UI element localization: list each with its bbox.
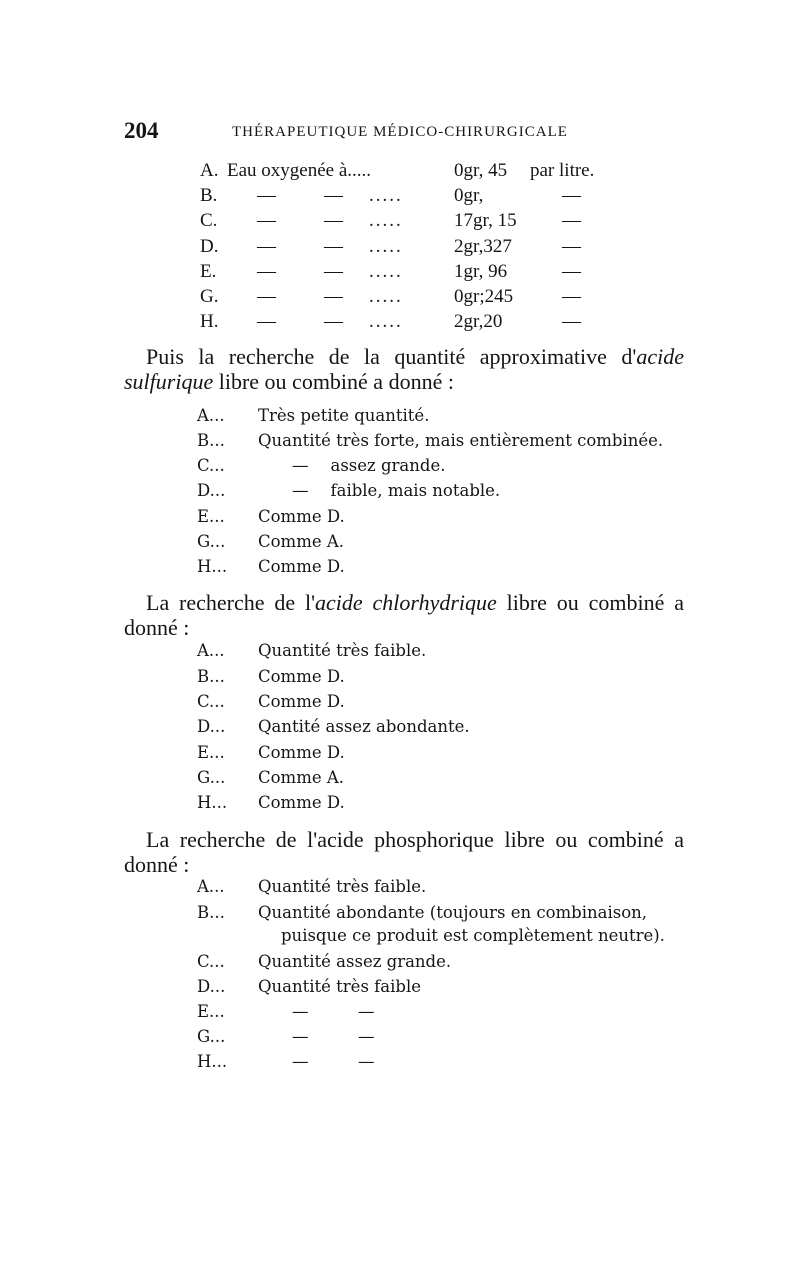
ditto-mark: — bbox=[292, 1002, 309, 1021]
item-text: Comme D. bbox=[258, 743, 345, 762]
item-label: A... bbox=[197, 406, 225, 425]
ditto-mark: — bbox=[257, 236, 276, 257]
row-value: 2gr,327 bbox=[454, 236, 512, 257]
item-label: D... bbox=[197, 481, 226, 500]
ditto-mark: — bbox=[562, 286, 581, 307]
ditto-mark: — bbox=[257, 286, 276, 307]
leader-dots: ..... bbox=[369, 236, 403, 257]
item-label: H... bbox=[197, 793, 228, 812]
list-item-continuation bbox=[0, 926, 800, 952]
item-text: Comme D. bbox=[258, 692, 345, 711]
list-item bbox=[0, 793, 800, 819]
ditto-mark: — bbox=[257, 261, 276, 282]
item-text: Quantité abondante (toujours en combinaison, bbox=[258, 903, 648, 922]
ditto-mark: — bbox=[562, 236, 581, 257]
list-item bbox=[0, 507, 800, 533]
list-item bbox=[0, 1052, 800, 1078]
ditto-mark: — bbox=[562, 261, 581, 282]
paragraph-line: La recherche de l'acide phosphorique libre ou combiné a bbox=[146, 827, 684, 852]
ditto-mark: — bbox=[358, 1052, 375, 1071]
ditto-mark: — bbox=[324, 185, 343, 206]
item-label: B... bbox=[197, 667, 225, 686]
ditto-mark: — bbox=[292, 1027, 309, 1046]
item-text: Comme A. bbox=[258, 532, 345, 551]
running-title: THÉRAPEUTIQUE MÉDICO-CHIRURGICALE bbox=[232, 124, 568, 140]
list-item bbox=[0, 692, 800, 718]
item-text: Quantité très faible. bbox=[258, 877, 427, 896]
ditto-mark: — bbox=[324, 311, 343, 332]
table-row bbox=[0, 311, 800, 337]
table-row bbox=[0, 261, 800, 287]
page-number: 204 bbox=[124, 118, 159, 143]
ditto-mark: — bbox=[324, 236, 343, 257]
item-text: Comme A. bbox=[258, 768, 345, 787]
item-label: G... bbox=[197, 768, 226, 787]
item-text: Qantité assez abondante. bbox=[258, 717, 470, 736]
row-label: A. bbox=[200, 160, 219, 181]
list-item bbox=[0, 431, 800, 457]
list-item bbox=[0, 481, 800, 507]
item-label: G... bbox=[197, 1027, 226, 1046]
list-item bbox=[0, 406, 800, 432]
ditto-mark: — bbox=[358, 1002, 375, 1021]
list-item bbox=[0, 877, 800, 903]
item-label: E... bbox=[197, 507, 225, 526]
row-value: 0gr;245 bbox=[454, 286, 514, 307]
item-text: Très petite quantité. bbox=[258, 406, 430, 425]
ditto-mark: — bbox=[292, 481, 309, 500]
item-text: Quantité assez grande. bbox=[258, 952, 452, 971]
paragraph-line: donné : bbox=[124, 615, 190, 640]
table-row bbox=[0, 236, 800, 262]
item-label: C... bbox=[197, 952, 225, 971]
item-text: Quantité très faible. bbox=[258, 641, 427, 660]
item-text-rest: assez grande. bbox=[330, 456, 446, 475]
item-label: C... bbox=[197, 692, 225, 711]
list-item bbox=[0, 557, 800, 583]
list-item bbox=[0, 456, 800, 482]
list-item bbox=[0, 952, 800, 978]
paragraph-line: donné : bbox=[124, 852, 190, 877]
text: libre ou combiné a bbox=[496, 590, 684, 615]
item-label: H... bbox=[197, 1052, 228, 1071]
table-row bbox=[0, 286, 800, 312]
ditto-mark: — bbox=[257, 311, 276, 332]
table-row bbox=[0, 160, 800, 186]
item-text bbox=[292, 481, 500, 500]
row-value: 2gr,20 bbox=[454, 311, 503, 332]
item-text: Comme D. bbox=[258, 507, 345, 526]
italic-term: acide bbox=[636, 344, 684, 369]
ditto-mark: — bbox=[324, 210, 343, 231]
row-label: C. bbox=[200, 210, 218, 231]
item-label: B... bbox=[197, 903, 225, 922]
paragraph-line bbox=[146, 344, 684, 370]
item-label: D... bbox=[197, 977, 226, 996]
item-label: D... bbox=[197, 717, 226, 736]
ditto-mark: — bbox=[257, 185, 276, 206]
page-header bbox=[124, 118, 684, 148]
list-item bbox=[0, 667, 800, 693]
item-label: H... bbox=[197, 557, 228, 576]
ditto-mark: — bbox=[324, 261, 343, 282]
list-item bbox=[0, 717, 800, 743]
ditto-mark: — bbox=[292, 456, 309, 475]
row-label: E. bbox=[200, 261, 217, 282]
ditto-mark: — bbox=[292, 1052, 309, 1071]
item-label: C... bbox=[197, 456, 225, 475]
table-row bbox=[0, 210, 800, 236]
ditto-mark: — bbox=[257, 210, 276, 231]
italic-term: sulfurique bbox=[124, 369, 214, 394]
ditto-mark: — bbox=[324, 286, 343, 307]
row-description: Eau oxygenée à..... bbox=[227, 160, 372, 181]
row-label: H. bbox=[200, 311, 219, 332]
text: Puis la recherche de la quantité approximative d' bbox=[146, 344, 637, 369]
item-text: Comme D. bbox=[258, 667, 345, 686]
ditto-mark: — bbox=[562, 185, 581, 206]
item-text-rest: faible, mais notable. bbox=[330, 481, 501, 500]
list-item bbox=[0, 1027, 800, 1053]
row-label: G. bbox=[200, 286, 219, 307]
list-item bbox=[0, 641, 800, 667]
item-text: Comme D. bbox=[258, 793, 345, 812]
leader-dots: ..... bbox=[369, 261, 403, 282]
italic-term: acide chlorhydrique bbox=[315, 590, 497, 615]
paragraph-line bbox=[146, 590, 684, 616]
row-label: B. bbox=[200, 185, 218, 206]
leader-dots: ..... bbox=[369, 311, 403, 332]
list-item bbox=[0, 1002, 800, 1028]
leader-dots: ..... bbox=[369, 286, 403, 307]
item-text bbox=[292, 456, 445, 475]
list-item bbox=[0, 532, 800, 558]
leader-dots: ..... bbox=[369, 210, 403, 231]
row-value: 1gr, 96 bbox=[454, 261, 508, 282]
item-label: E... bbox=[197, 1002, 225, 1021]
paragraph-line bbox=[124, 369, 454, 395]
text: La recherche de l' bbox=[146, 590, 316, 615]
item-text: Comme D. bbox=[258, 557, 345, 576]
item-text: Quantité très faible bbox=[258, 977, 421, 996]
item-text: Quantité très forte, mais entièrement combinée. bbox=[258, 431, 664, 450]
item-label: A... bbox=[197, 877, 225, 896]
row-label: D. bbox=[200, 236, 219, 257]
item-label: A... bbox=[197, 641, 225, 660]
list-item bbox=[0, 768, 800, 794]
list-item bbox=[0, 977, 800, 1003]
item-text: puisque ce produit est complètement neutre). bbox=[281, 926, 665, 945]
ditto-mark: — bbox=[562, 210, 581, 231]
ditto-mark: — bbox=[562, 311, 581, 332]
ditto-mark: — bbox=[358, 1027, 375, 1046]
text: libre ou combiné a donné : bbox=[213, 369, 454, 394]
leader-dots: ..... bbox=[369, 185, 403, 206]
item-label: G... bbox=[197, 532, 226, 551]
row-value: 17gr, 15 bbox=[454, 210, 517, 231]
row-value: 0gr, 45 bbox=[454, 160, 508, 181]
item-label: B... bbox=[197, 431, 225, 450]
list-item bbox=[0, 743, 800, 769]
item-label: E... bbox=[197, 743, 225, 762]
table-row bbox=[0, 185, 800, 211]
row-value: 0gr, bbox=[454, 185, 484, 206]
row-unit: par litre. bbox=[530, 160, 595, 181]
